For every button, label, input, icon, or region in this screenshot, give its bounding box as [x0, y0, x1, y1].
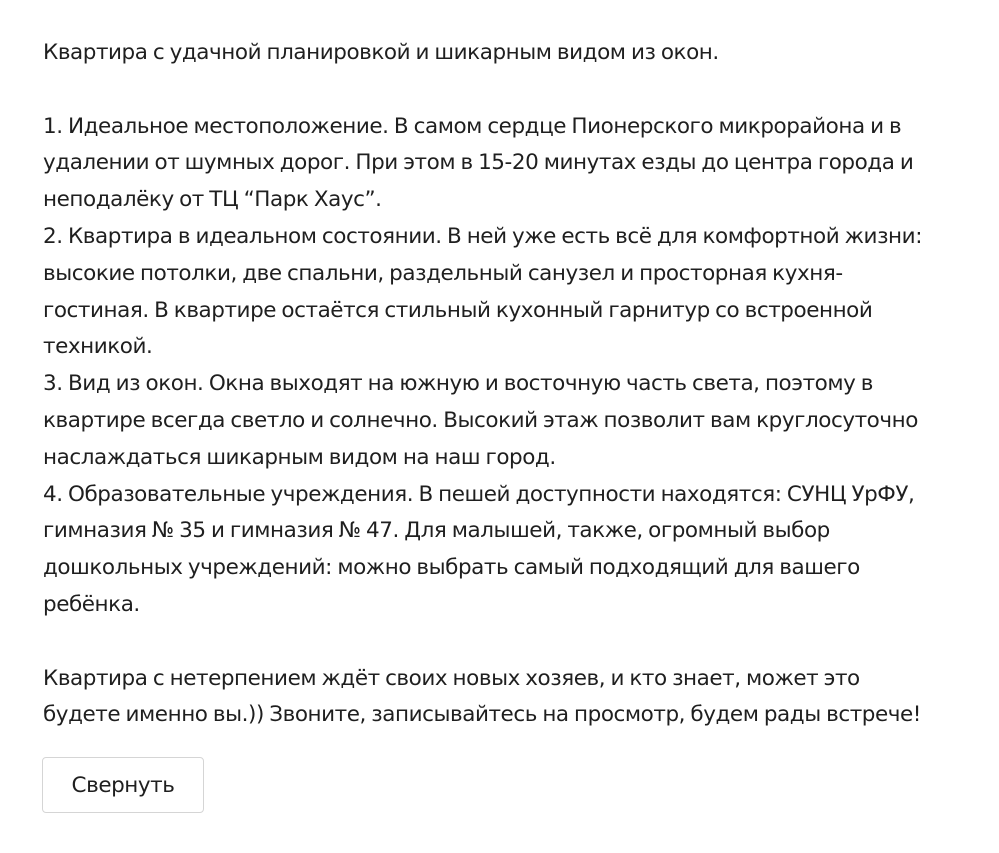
point-2-line-2: высокие потолки, две спальни, раздельный санузел и просторная кухня-: [43, 260, 843, 286]
point-4-line-1: 4. Образовательные учреждения. В пешей доступности находятся: СУНЦ УрФУ,: [43, 481, 915, 507]
closing-line-1: Квартира с нетерпением ждёт своих новых хозяев, и кто знает, может это: [43, 665, 860, 691]
point-2: [43, 219, 983, 366]
intro-line: Квартира с удачной планировкой и шикарным видом из окон.: [43, 40, 719, 65]
point-3: [43, 366, 983, 476]
point-3-line-1: 3. Вид из окон. Окна выходят на южную и восточную часть света, поэтому в: [43, 371, 874, 397]
point-3-line-2: квартире всегда светло и солнечно. Высокий этаж позволит вам круглосуточно: [43, 407, 918, 433]
closing-paragraph: [43, 661, 983, 735]
point-2-line-1: 2. Квартира в идеальном состоянии. В ней уже есть всё для комфортной жизни:: [43, 223, 922, 249]
point-1-line-2: удалении от шумных дорог. При этом в 15-20 минутах езды до центра города и: [43, 150, 914, 176]
listing-description: [43, 35, 983, 734]
point-4-line-3: дошкольных учреждений: можно выбрать самый подходящий для вашего: [43, 555, 860, 581]
point-1-line-3: неподалёку от ТЦ “Парк Хаус”.: [43, 187, 382, 213]
point-4: [43, 477, 983, 624]
point-4-line-2: гимназия № 35 и гимназия № 47. Для малышей, также, огромный выбор: [43, 518, 830, 544]
point-2-line-4: техникой.: [43, 334, 153, 360]
point-4-line-4: ребёнка.: [43, 591, 140, 617]
point-1: [43, 109, 983, 219]
point-1-line-1: 1. Идеальное местоположение. В самом сердце Пионерского микрорайона и в: [43, 113, 902, 139]
paragraph-spacer: [43, 72, 983, 109]
closing-line-2: будете именно вы.)) Звоните, записывайтесь на просмотр, будем рады встрече!: [43, 702, 921, 728]
paragraph-spacer: [43, 624, 983, 661]
point-2-line-3: гостиная. В квартире остаётся стильный кухонный гарнитур со встроенной: [43, 297, 873, 323]
collapse-button[interactable]: Свернуть: [42, 757, 204, 813]
point-3-line-3: наслаждаться шикарным видом на наш город.: [43, 444, 556, 470]
